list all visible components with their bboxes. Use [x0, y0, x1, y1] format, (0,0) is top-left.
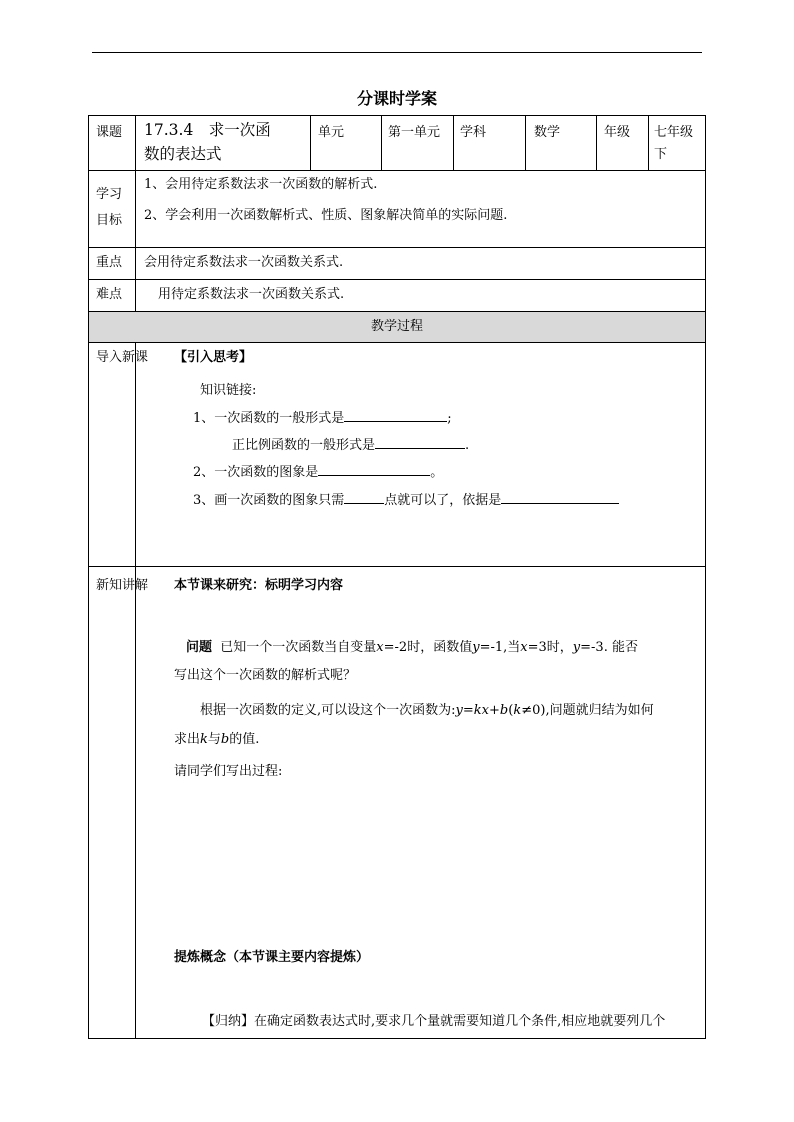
equals-sign: = — [462, 703, 474, 718]
intro-question-3 — [193, 490, 619, 511]
answer-blank[interactable] — [344, 490, 384, 504]
table-col-divider — [135, 342, 136, 1039]
variable-x: x — [520, 640, 528, 655]
intro-question-2 — [193, 462, 443, 483]
key-point-label: 重点 — [96, 255, 123, 270]
question-text: 点就可以了，依据是 — [384, 493, 502, 508]
question-text: 正比例函数的一般形式是 — [232, 438, 376, 453]
table-row-divider — [88, 566, 706, 567]
grade-value-line1: 七年级 — [654, 125, 694, 140]
table-row-divider — [88, 311, 706, 312]
new-knowledge-heading: 本节课来研究：标明学习内容 — [174, 578, 344, 593]
problem-text: =-2时，函数值 — [383, 640, 473, 655]
answer-blank[interactable] — [375, 435, 465, 449]
answer-blank[interactable] — [344, 408, 447, 422]
question-text: 2、一次函数的图象是 — [193, 465, 319, 480]
process-band-title: 教学过程 — [370, 319, 423, 334]
table-row-divider — [88, 247, 706, 248]
question-text: 1、一次函数的一般形式是 — [193, 411, 345, 426]
subject-label: 学科 — [460, 125, 487, 140]
grade-label: 年级 — [604, 125, 631, 140]
difficult-point-text: 用待定系数法求一次函数关系式. — [158, 287, 345, 302]
goal-item-1: 1、会用待定系数法求一次函数的解析式. — [144, 177, 378, 192]
unit-label: 单元 — [318, 125, 345, 140]
variable-k: k — [200, 732, 208, 747]
table-row-divider — [88, 170, 706, 171]
lesson-table — [88, 115, 706, 1039]
intro-question-1b — [232, 435, 469, 456]
variable-y: y — [455, 703, 463, 718]
table-border-top — [88, 115, 706, 116]
summary-tag: 【归纳】 — [202, 1014, 255, 1029]
table-border-left — [88, 115, 89, 1039]
definition-text: 根据一次函数的定义,可以设这个一次函数为: — [200, 703, 456, 718]
question-end: 。 — [430, 465, 444, 480]
write-process-prompt: 请同学们写出过程: — [174, 764, 283, 779]
table-col-divider — [135, 115, 136, 312]
table-border-right — [705, 115, 706, 1039]
goals-label-line2: 目标 — [96, 213, 123, 228]
new-knowledge-label: 新知讲解 — [96, 578, 149, 593]
problem-label: 问题 — [186, 640, 213, 655]
table-col-divider — [310, 115, 311, 170]
problem-text: =-1,当 — [479, 640, 521, 655]
intro-label: 导入新课 — [96, 350, 149, 365]
table-col-divider — [596, 115, 597, 170]
table-border-bottom — [88, 1038, 706, 1039]
summary-text: 在确定函数表达式时,要求几个量就需要知道几个条件,相应地就要列几个 — [254, 1014, 666, 1029]
concept-heading: 提炼概念（本节课主要内容提炼） — [174, 950, 370, 965]
summary-line — [202, 1012, 665, 1032]
problem-text: =3时， — [527, 640, 573, 655]
table-row-divider — [88, 279, 706, 280]
table-col-divider — [453, 115, 454, 170]
definition-line-2 — [174, 730, 259, 750]
variable-b: b — [220, 732, 230, 747]
goal-item-2: 2、学会利用一次函数解析式、性质、图象解决简单的实际问题. — [144, 208, 508, 223]
term-kx: kx — [473, 703, 489, 718]
subject-value: 数学 — [534, 125, 561, 140]
header-rule — [92, 52, 702, 53]
table-col-divider — [525, 115, 526, 170]
difficult-point-label: 难点 — [96, 287, 123, 302]
table-col-divider — [648, 115, 649, 170]
problem-text: 已知一个一次函数当自变量 — [220, 640, 377, 655]
question-text: 3、画一次函数的图象只需 — [193, 493, 345, 508]
variable-y: y — [472, 640, 480, 655]
answer-blank[interactable] — [318, 462, 430, 476]
variable-k: k — [513, 703, 522, 718]
topic-title-line2: 数的表达式 — [144, 145, 222, 163]
page-title: 分课时学案 — [356, 89, 437, 108]
unit-value: 第一单元 — [388, 125, 441, 140]
question-end: ; — [447, 411, 452, 426]
question-end: . — [465, 438, 470, 453]
definition-line-1 — [200, 701, 654, 721]
definition-text: ≠0),问题就归结为如何 — [521, 703, 654, 718]
topic-label: 课题 — [96, 125, 123, 140]
table-col-divider — [381, 115, 382, 170]
knowledge-link-label: 知识链接: — [200, 383, 257, 398]
problem-line-2: 写出这个一次函数的解析式呢？ — [174, 668, 357, 683]
variable-x: x — [376, 640, 384, 655]
goals-label-line1: 学习 — [96, 187, 123, 202]
intro-heading: 【引入思考】 — [174, 350, 253, 365]
definition-text: 求出 — [174, 732, 201, 747]
problem-line-1 — [186, 638, 638, 658]
problem-text: =-3. 能否 — [580, 640, 638, 655]
topic-title-line1: 17.3.4 求一次函 — [144, 121, 271, 139]
variable-b: b — [499, 703, 509, 718]
plus-sign: + — [489, 703, 500, 718]
definition-text: 与 — [207, 732, 221, 747]
definition-text: 的值. — [229, 732, 260, 747]
grade-value-line2: 下 — [654, 147, 668, 162]
key-point-text: 会用待定系数法求一次函数关系式. — [144, 255, 344, 270]
answer-blank[interactable] — [501, 490, 619, 504]
paren: ( — [508, 703, 514, 718]
intro-question-1a — [193, 408, 452, 429]
table-row-divider — [88, 342, 706, 343]
variable-y: y — [572, 640, 581, 655]
